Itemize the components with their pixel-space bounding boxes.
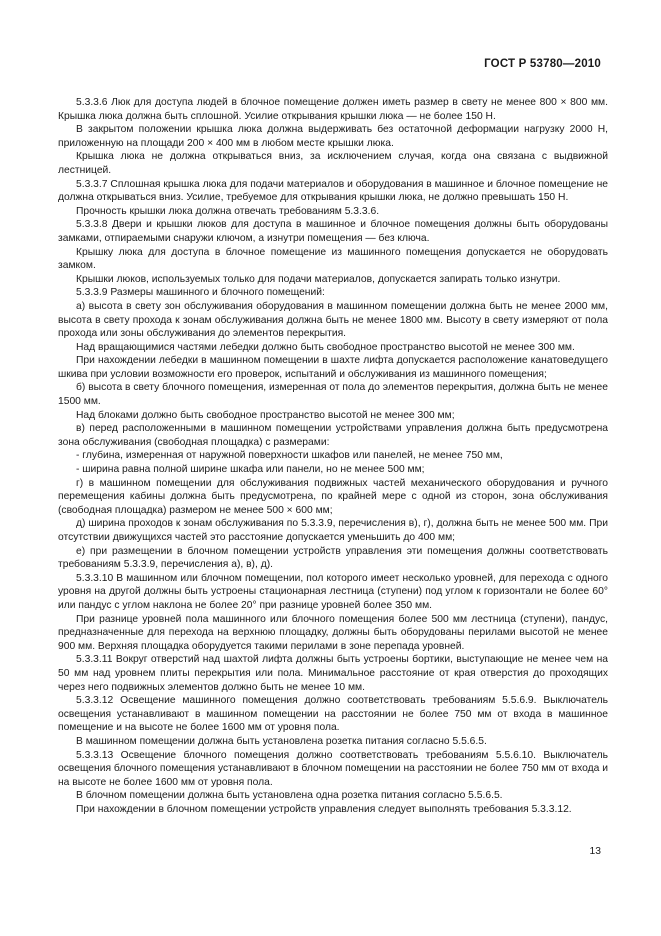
paragraph: г) в машинном помещении для обслуживания подвижных частей механического оборудования и ручного перемещения кабины должна быть предусмотрена, по крайней мере с одной из сторон, зона обслуживания (свободная площадка) размером не менее 500 × 600 мм; — [58, 477, 608, 516]
paragraph: Крышка люка не должна открываться вниз, за исключением случая, когда она связана с выдвижной лестницей. — [58, 151, 608, 176]
paragraph: Над вращающимися частями лебедки должно быть свободное пространство высотой не менее 300 мм. — [76, 341, 575, 353]
paragraph: 5.3.3.9 Размеры машинного и блочного помещений: — [76, 287, 325, 299]
paragraph: 5.3.3.7 Сплошная крышка люка для подачи материалов и оборудования в машинное и блочное помещение не должна открываться вниз. Усилие, требуемое для открывания крышки люка, не должно превышать 150 Н. — [58, 178, 608, 204]
paragraph: 5.3.3.13 Освещение блочного помещения должно соответствовать требованиям 5.5.6.10. Выключатель освещения блочного помещения устанавливают в блочном помещении на расстоянии не более 750 мм от входа и на высоте не более 1600 мм от уровня пола. — [58, 749, 608, 788]
standard-designation: ГОСТ Р 53780—2010 — [484, 58, 601, 70]
paragraph: 5.3.3.6 Люк для доступа людей в блочное помещение должен иметь размер в свету не менее 800 × 800 мм. Крышка люка должна быть сплошной. Усилие открывания крышки люка — не более 150 Н. — [58, 97, 608, 122]
list-item: - ширина равна полной ширине шкафа или панели, но не менее 500 мм; — [76, 464, 425, 476]
paragraph: В блочном помещении должна быть установлена одна розетка питания согласно 5.5.6.5. — [76, 790, 503, 802]
paragraph: При нахождении в блочном помещении устройств управления следует выполнять требования 5.3.3.12. — [76, 803, 572, 815]
paragraph: 5.3.3.12 Освещение машинного помещения должно соответствовать требованиям 5.5.6.9. Выключатель освещения устанавливают в машинном помещении на расстоянии не более 750 мм от входа в машинное помещение и на высоте не более 1600 мм от уровня пола. — [58, 695, 608, 734]
paragraph: б) высота в свету блочного помещения, измеренная от пола до элементов перекрытия, должна быть не менее 1500 мм. — [58, 382, 608, 408]
paragraph: е) при размещении в блочном помещении устройств управления эти помещения должны соответствовать требованиям 5.3.3.9, перечисления а), в), д). — [58, 545, 608, 571]
document-body — [58, 96, 608, 816]
paragraph: 5.3.3.11 Вокруг отверстий над шахтой лифта должны быть устроены бортики, выступающие не менее чем на 50 мм над уровнем плиты перекрытия или пола. Минимальное расстояние от края отверстия до проходящих через него подвижных элементов должно быть не менее 10 мм. — [58, 654, 608, 693]
paragraph: При разнице уровней пола машинного или блочного помещения более 500 мм лестница (ступени), пандус, предназначенные для перехода на верхнюю площадку, должны быть оборудованы перилами высотой не менее 900 мм. Верхняя площадка оборудуется такими перилами в зоне перепада уровней. — [58, 613, 608, 652]
paragraph: а) высота в свету зон обслуживания оборудования в машинном помещении должна быть не менее 2000 мм, высота в свету прохода к зонам обслуживания должна быть не менее 1800 мм. Высоту в свету измеряют от пола прохода или зоны обслуживания до элементов перекрытия. — [58, 300, 608, 340]
paragraph: 5.3.3.8 Двери и крышки люков для доступа в машинное и блочное помещения должны быть оборудованы замками, отпираемыми снаружи ключом, а изнутри помещения — без ключа. — [58, 219, 608, 244]
page-number: 13 — [589, 846, 601, 857]
paragraph: Крышку люка для доступа в блочное помещение из машинного помещения допускается не оборудовать замком. — [58, 246, 608, 272]
paragraph: в) перед расположенными в машинном помещении устройствами управления должна быть предусмотрена зона обслуживания (свободная площадка) с размерами: — [58, 423, 608, 448]
paragraph: В машинном помещении должна быть установлена розетка питания согласно 5.5.6.5. — [76, 735, 487, 747]
paragraph: 5.3.3.10 В машинном или блочном помещении, пол которого имеет несколько уровней, для перехода с одного уровня на другой должны быть устроены стационарная лестница (ступени) под углом к горизонтали не более 60° или пандус с углом наклона не более 20° при разнице уровней более 350 мм. — [58, 572, 608, 611]
paragraph: Прочность крышки люка должна отвечать требованиям 5.3.3.6. — [76, 205, 380, 217]
paragraph: Над блоками должно быть свободное пространство высотой не менее 300 мм; — [76, 409, 455, 421]
list-item: - глубина, измеренная от наружной поверхности шкафов или панелей, не менее 750 мм, — [76, 450, 503, 462]
paragraph: При нахождении лебедки в машинном помещении в шахте лифта допускается расположение канатоведущего шкива при условии возможности его проверок, испытаний и обслуживания из машинного помещения; — [58, 355, 608, 380]
paragraph: д) ширина проходов к зонам обслуживания по 5.3.3.9, перечисления в), г), должна быть не менее 500 мм. При отсутствии движущихся частей это расстояние допускается уменьшить до 400 мм; — [58, 518, 608, 543]
paragraph: В закрытом положении крышка люка должна выдерживать без остаточной деформации нагрузку 2000 Н, приложенную на площади 200 × 400 мм в любом месте крышки люка. — [58, 124, 608, 149]
paragraph: Крышки люков, используемых только для подачи материалов, допускается запирать только изнутри. — [76, 273, 561, 285]
